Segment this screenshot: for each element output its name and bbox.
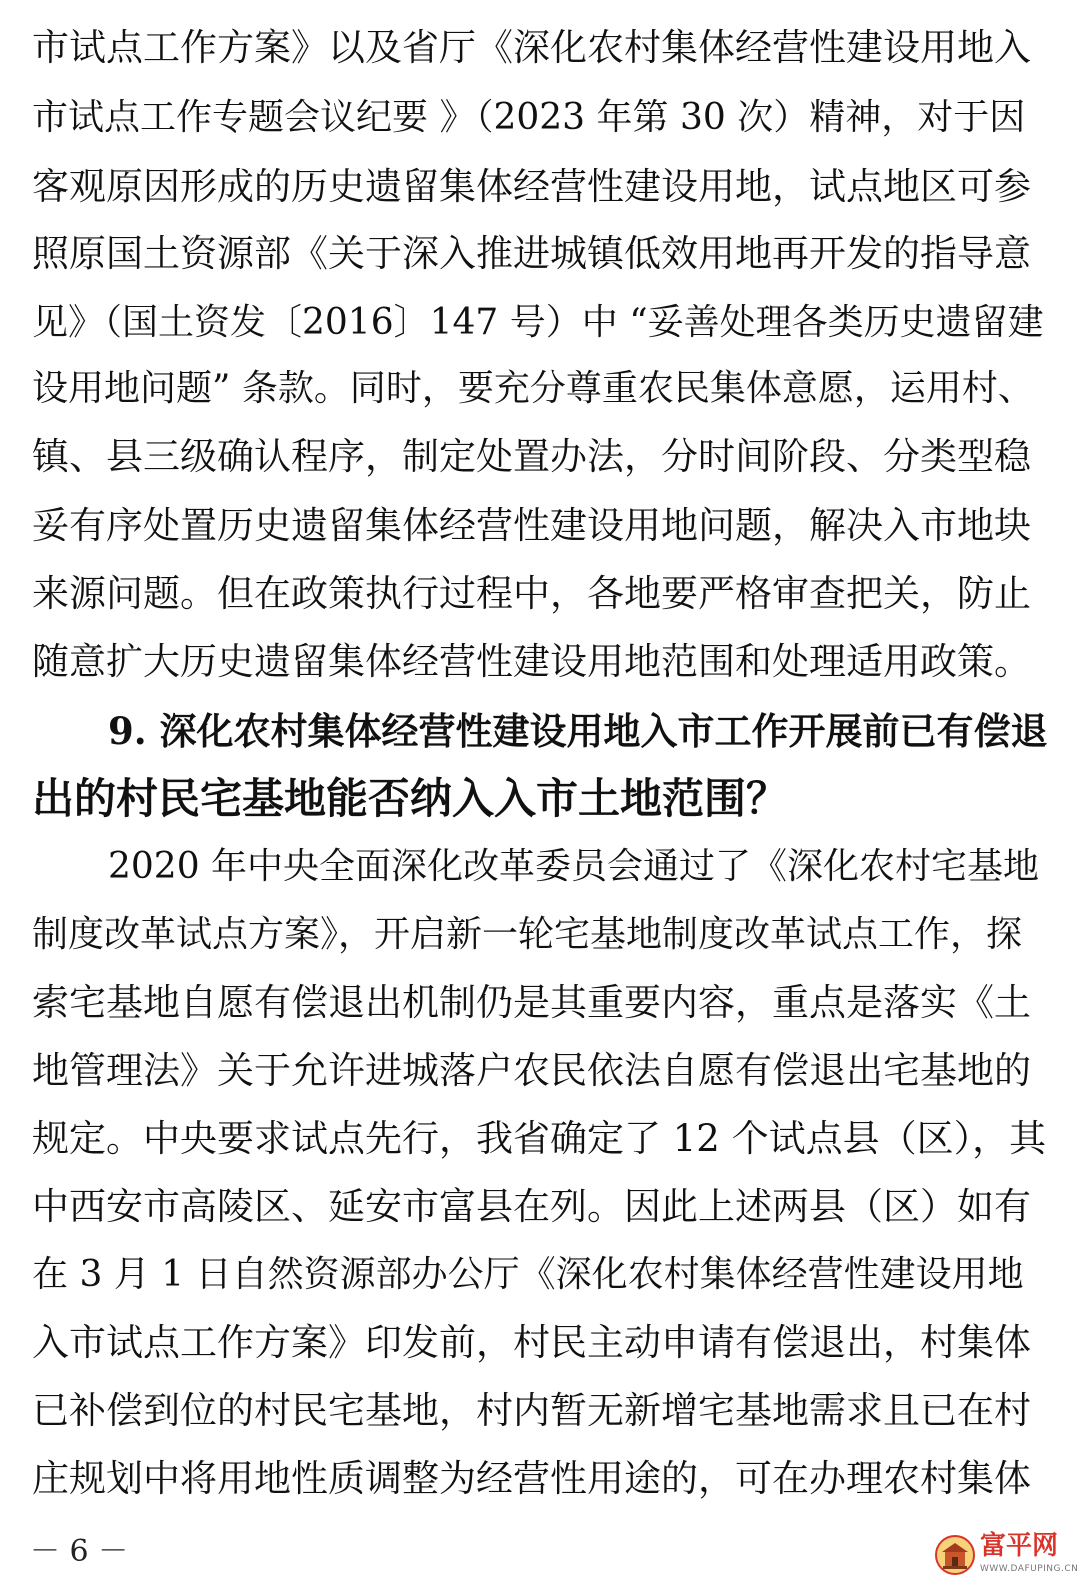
site-watermark: [934, 1530, 1079, 1586]
gate-tower-icon: [934, 1534, 976, 1576]
text-line: 市试点工作专题会议纪要 》（2023 年第 30 次）精神，对于因: [32, 97, 1026, 138]
text-line: 索宅基地自愿有偿退出机制仍是其重要内容，重点是落实《土: [32, 981, 1031, 1024]
text-line: 设用地问题” 条款。同时，要充分尊重农民集体意愿，运用村、: [32, 368, 1034, 409]
text-line: 制度改革试点方案》，开启新一轮宅基地制度改革试点工作，探: [32, 914, 1023, 955]
text-line: 市试点工作方案》以及省厅《深化农村集体经营性建设用地入: [32, 26, 1031, 69]
text-line: 2020 年中央全面深化改革委员会通过了《深化农村宅基地: [108, 846, 1040, 887]
text-line: 见》（国土资发〔2016〕147 号）中 “妥善处理各类历史遗留建: [32, 302, 1044, 343]
text-line: 中西安市高陵区、延安市富县在列。因此上述两县（区）如有: [32, 1185, 1031, 1228]
text-line: 客观原因形成的历史遗留集体经营性建设用地，试点地区可参: [32, 165, 1031, 208]
question-heading-line: 出的村民宅基地能否纳入入市土地范围？: [32, 774, 789, 823]
page-number: － 6 －: [30, 1534, 129, 1569]
text-line: 随意扩大历史遗留集体经营性建设用地范围和处理适用政策。: [32, 640, 1031, 683]
text-line: 已补偿到位的村民宅基地，村内暂无新增宅基地需求且已在村: [32, 1389, 1031, 1432]
text-line: 庄规划中将用地性质调整为经营性用途的，可在办理农村集体: [32, 1457, 1031, 1500]
text-line: 规定。中央要求试点先行，我省确定了 12 个试点县（区），其: [32, 1117, 1047, 1160]
text-line: 镇、县三级确认程序，制定处置办法，分时间阶段、分类型稳: [32, 435, 1031, 478]
text-line: 地管理法》关于允许进城落户农民依法自愿有偿退出宅基地的: [32, 1049, 1031, 1092]
text-line: 妥有序处置历史遗留集体经营性建设用地问题，解决入市地块: [32, 504, 1031, 547]
text-line: 来源问题。但在政策执行过程中，各地要严格审查把关，防止: [32, 572, 1031, 615]
site-name: 富平网: [980, 1531, 1059, 1561]
site-url: WWW.DAFUPING.CN: [980, 1564, 1079, 1574]
text-line: 入市试点工作方案》印发前，村民主动申请有偿退出，村集体: [32, 1321, 1031, 1364]
text-line: 照原国土资源部《关于深入推进城镇低效用地再开发的指导意: [32, 232, 1031, 275]
question-heading-line: 9. 深化农村集体经营性建设用地入市工作开展前已有偿退: [108, 709, 1048, 753]
text-line: 在 3 月 1 日自然资源部办公厅《深化农村集体经营性建设用地: [32, 1254, 1024, 1295]
